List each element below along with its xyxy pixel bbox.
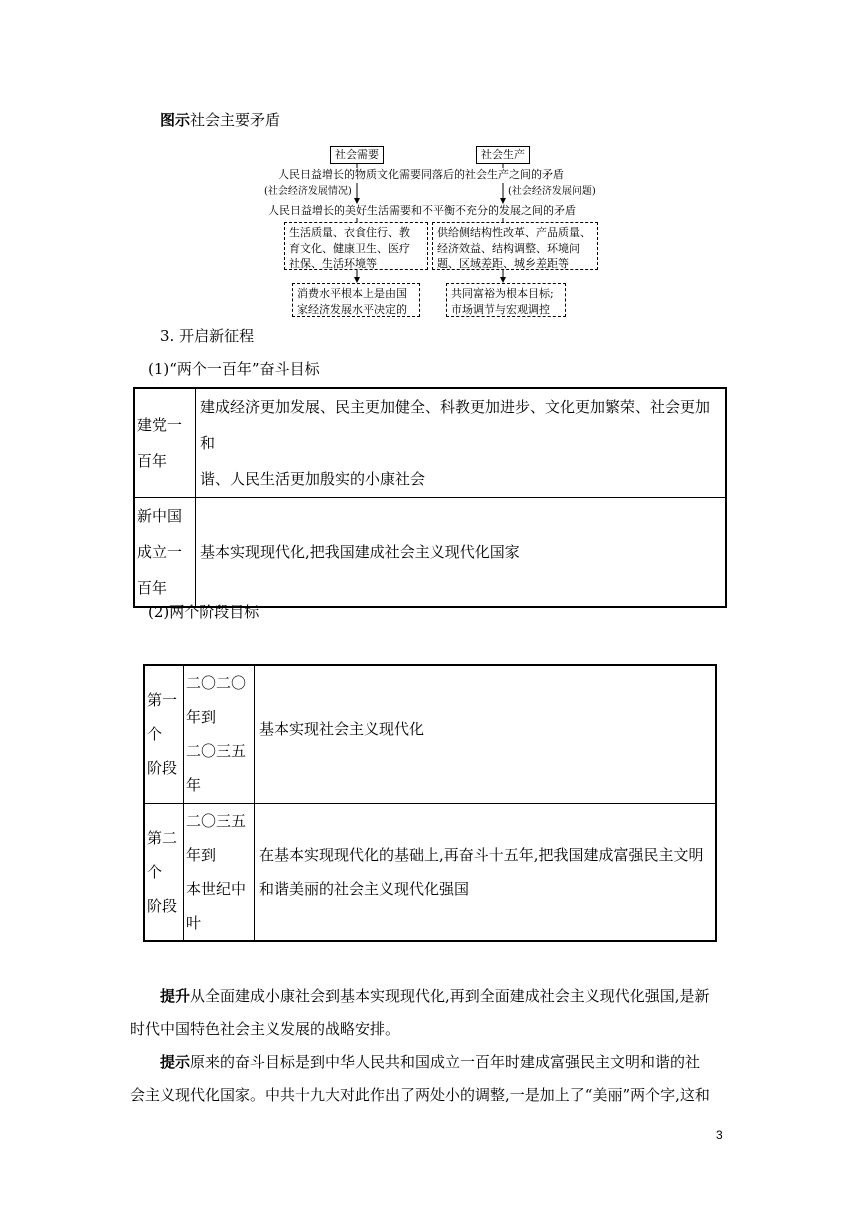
note-social-economic-problems: (社会经济发展问题) — [508, 186, 596, 197]
table-row-content: 建成经济更加发展、民主更加健全、科教更加进步、文化更加繁荣、社会更加和 谐、人民生活更加殷实的小康社会 — [196, 388, 727, 498]
table-row-content: 基本实现现代化,把我国建成社会主义现代化国家 — [196, 498, 727, 608]
table-row — [134, 388, 726, 498]
tisheng-label: 提升 — [160, 987, 191, 1005]
tishi-paragraph-line: 提示原来的奋斗目标是到中华人民共和国成立一百年时建成富强民主文明和谐的社 — [160, 1053, 701, 1071]
tisheng-paragraph-line: 时代中国特色社会主义发展的战略安排。 — [130, 1020, 401, 1038]
stage-time: 二〇二〇 年到 二〇三五 年 — [184, 665, 255, 803]
new-contradiction: 人民日益增长的美好生活需要和不平衡不充分的发展之间的矛盾 — [268, 204, 576, 217]
caption-label: 图示 — [160, 111, 191, 129]
subheading-two-stage-goals: (2)两个阶段目标 — [148, 603, 260, 621]
production-detail-line: 供给侧结构性改革、产品质量、 — [437, 226, 591, 239]
needs-detail-box — [284, 222, 428, 270]
common-prosperity-line: 市场调节与宏观调控 — [451, 302, 550, 316]
tisheng-paragraph-line: 提升从全面建成小康社会到基本实现现代化,再到全面建成社会主义现代化强国,是新 — [160, 987, 710, 1005]
consumption-level-line: 消费水平根本上是由国 — [297, 287, 407, 300]
stage-content: 在基本实现现代化的基础上,再奋斗十五年,把我国建成富强民主文明 和谐美丽的社会主义现代化强国 — [255, 803, 717, 941]
two-stage-goals-table — [143, 664, 717, 942]
stage-content: 基本实现社会主义现代化 — [255, 665, 717, 803]
production-detail-box — [432, 222, 598, 270]
box-social-needs: 社会需要 — [330, 146, 384, 164]
old-contradiction: 人民日益增长的物质文化需要同落后的社会生产之间的矛盾 — [278, 168, 564, 181]
common-prosperity-box — [446, 283, 566, 317]
section-heading: 3. 开启新征程 — [160, 327, 255, 345]
box-social-production: 社会生产 — [476, 146, 530, 164]
figure-caption — [160, 110, 280, 130]
table-row-label: 新中国 成立一 百年 — [134, 498, 196, 608]
stage-time: 二〇三五 年到 本世纪中 叶 — [184, 803, 255, 941]
consumption-level-box — [292, 283, 420, 317]
caption-text: 社会主要矛盾 — [190, 111, 281, 129]
production-detail-line: 经济效益、结构调整、环境问 — [437, 241, 580, 255]
needs-detail-line: 社保、生活环境等 — [289, 257, 377, 270]
tishi-label: 提示 — [160, 1053, 191, 1071]
contradiction-diagram — [262, 142, 602, 318]
two-centenary-goals-table — [133, 387, 727, 608]
page-number: 3 — [716, 1128, 723, 1142]
common-prosperity-line: 共同富裕为根本目标; — [451, 287, 554, 300]
table-row — [144, 803, 716, 941]
note-social-economic-situation: (社会经济发展情况) — [264, 186, 352, 197]
table-row — [144, 665, 716, 803]
consumption-level-line: 家经济发展水平决定的 — [297, 302, 407, 316]
tishi-paragraph-line: 会主义现代化国家。中共十九大对此作出了两处小的调整,一是加上了“美丽”两个字,这和 — [130, 1086, 710, 1104]
subheading-two-centenary-goals: (1)“两个一百年”奋斗目标 — [148, 360, 320, 378]
table-row-label: 建党一 百年 — [134, 388, 196, 498]
stage-label: 第二 个 阶段 — [144, 803, 184, 941]
stage-label: 第一 个 阶段 — [144, 665, 184, 803]
needs-detail-line: 生活质量、衣食住行、教 — [289, 226, 410, 239]
needs-detail-line: 育文化、健康卫生、医疗 — [289, 241, 410, 255]
production-detail-line: 题、区域差距、城乡差距等 — [437, 257, 569, 270]
table-row — [134, 498, 726, 608]
